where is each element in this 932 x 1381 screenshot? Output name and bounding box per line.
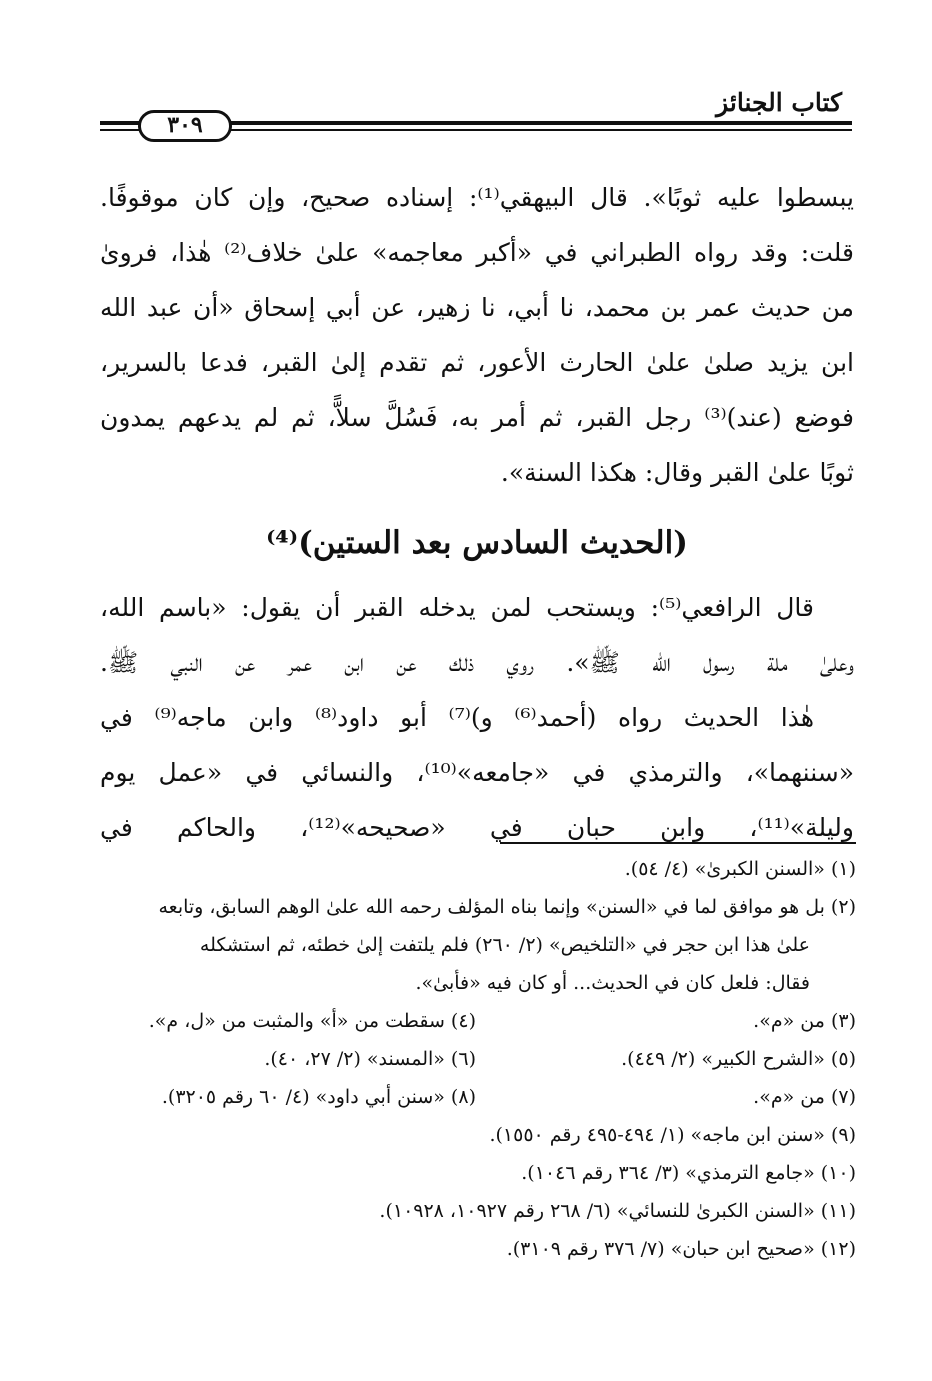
chapter-title: كتاب الجنائز [716,88,842,117]
footnote-row-7-8 [100,1078,856,1116]
footnote-3: (٣) من «م». [753,1010,856,1032]
page-number: ٣٠٩ [138,110,232,142]
text-line-8: وعلىٰ ملة رسول الله ﷺ». روي ذلك عن ابن عمر عن النبي ﷺ. [100,648,854,677]
text-line-10: «سننهما»، والترمذي في «جامعه»⁽¹⁰⁾، والنسائي في «عمل يوم [100,758,854,787]
footnote-2-continued: علىٰ هذا ابن حجر في «التلخيص» (٢/ ٢٦٠) فلم يلتفت إلىٰ خطئه، ثم استشكله [199,934,810,956]
footnote-5: (٥) «الشرح الكبير» (٢/ ٤٤٩). [621,1048,856,1070]
footnote-12: (١٢) «صحيح ابن حبان» (٧/ ٣٧٦ رقم ٣١٠٩). [506,1238,856,1260]
text-line-6: ثوبًا علىٰ القبر وقال: هكذا السنة». [500,458,854,487]
section-heading: (الحديث السادس بعد الستين)⁽⁴⁾ [266,525,688,561]
footnote-2: (٢) بل هو موافق لما في «السنن» وإنما بناه المؤلف رحمه الله علىٰ الوهم السابق، وتابعه [158,896,856,918]
page-header [100,86,852,146]
text-line-9: هٰذا الحديث رواه (أحمد⁽⁶⁾ و)⁽⁷⁾ أبو داود⁽⁸⁾ وابن ماجه⁽⁹⁾ في [100,703,815,732]
footnote-7: (٧) من «م». [753,1086,856,1108]
footnote-4: (٤) سقطت من «أ» والمثبت من «ل، م». [148,1010,476,1032]
footnote-separator [500,842,856,844]
footnotes [100,850,856,1268]
footnote-9: (٩) «سنن ابن ماجه» (١/ ٤٩٤-٤٩٥ رقم ١٥٥٠). [489,1124,856,1146]
text-line-4: ابن يزيد صلىٰ علىٰ الحارث الأعور، ثم تقدم إلىٰ القبر، فدعا بالسرير، [100,348,854,377]
footnote-row-5-6 [100,1040,856,1078]
text-line-1: يبسطوا عليه ثوبًا». قال البيهقي⁽¹⁾: إسناده صحيح، وإن كان موقوفًا. [100,183,854,212]
footnote-1: (١) «السنن الكبرىٰ» (٤/ ٥٤). [624,858,856,880]
footnote-row-3-4 [100,1002,856,1040]
footnote-8: (٨) «سنن أبي داود» (٤/ ٦٠ رقم ٣٢٠٥). [161,1086,476,1108]
text-line-5: فوضع (عند)⁽³⁾ رجل القبر، ثم أمر به، فَسُلَّ سلاًّ، ثم لم يدعهم يمدون [100,403,854,432]
footnote-2-end: فقال: فلعل كان في الحديث... أو كان فيه «فأبىٰ». [415,972,810,994]
footnote-6: (٦) «المسند» (٢/ ٢٧، ٤٠). [264,1048,476,1070]
text-line-3: من حديث عمر بن محمد، نا أبي، نا زهير، عن أبي إسحاق «أن عبد الله [100,293,854,322]
text-line-2: قلت: وقد رواه الطبراني في «أكبر معاجمه» علىٰ خلاف⁽²⁾ هٰذا، فروىٰ [100,238,854,267]
main-text [100,170,854,855]
footnote-11: (١١) «السنن الكبرىٰ للنسائي» (٦/ ٢٦٨ رقم ١٠٩٢٧، ١٠٩٢٨). [379,1200,856,1222]
text-line-7: قال الرافعي⁽⁵⁾: ويستحب لمن يدخله القبر أن يقول: «باسم الله، [100,593,814,622]
footnote-10: (١٠) «جامع الترمذي» (٣/ ٣٦٤ رقم ١٠٤٦). [521,1162,856,1184]
text-line-11: وليلة»⁽¹¹⁾، وابن حبان في «صحيحه»⁽¹²⁾، والحاكم في [100,813,854,842]
